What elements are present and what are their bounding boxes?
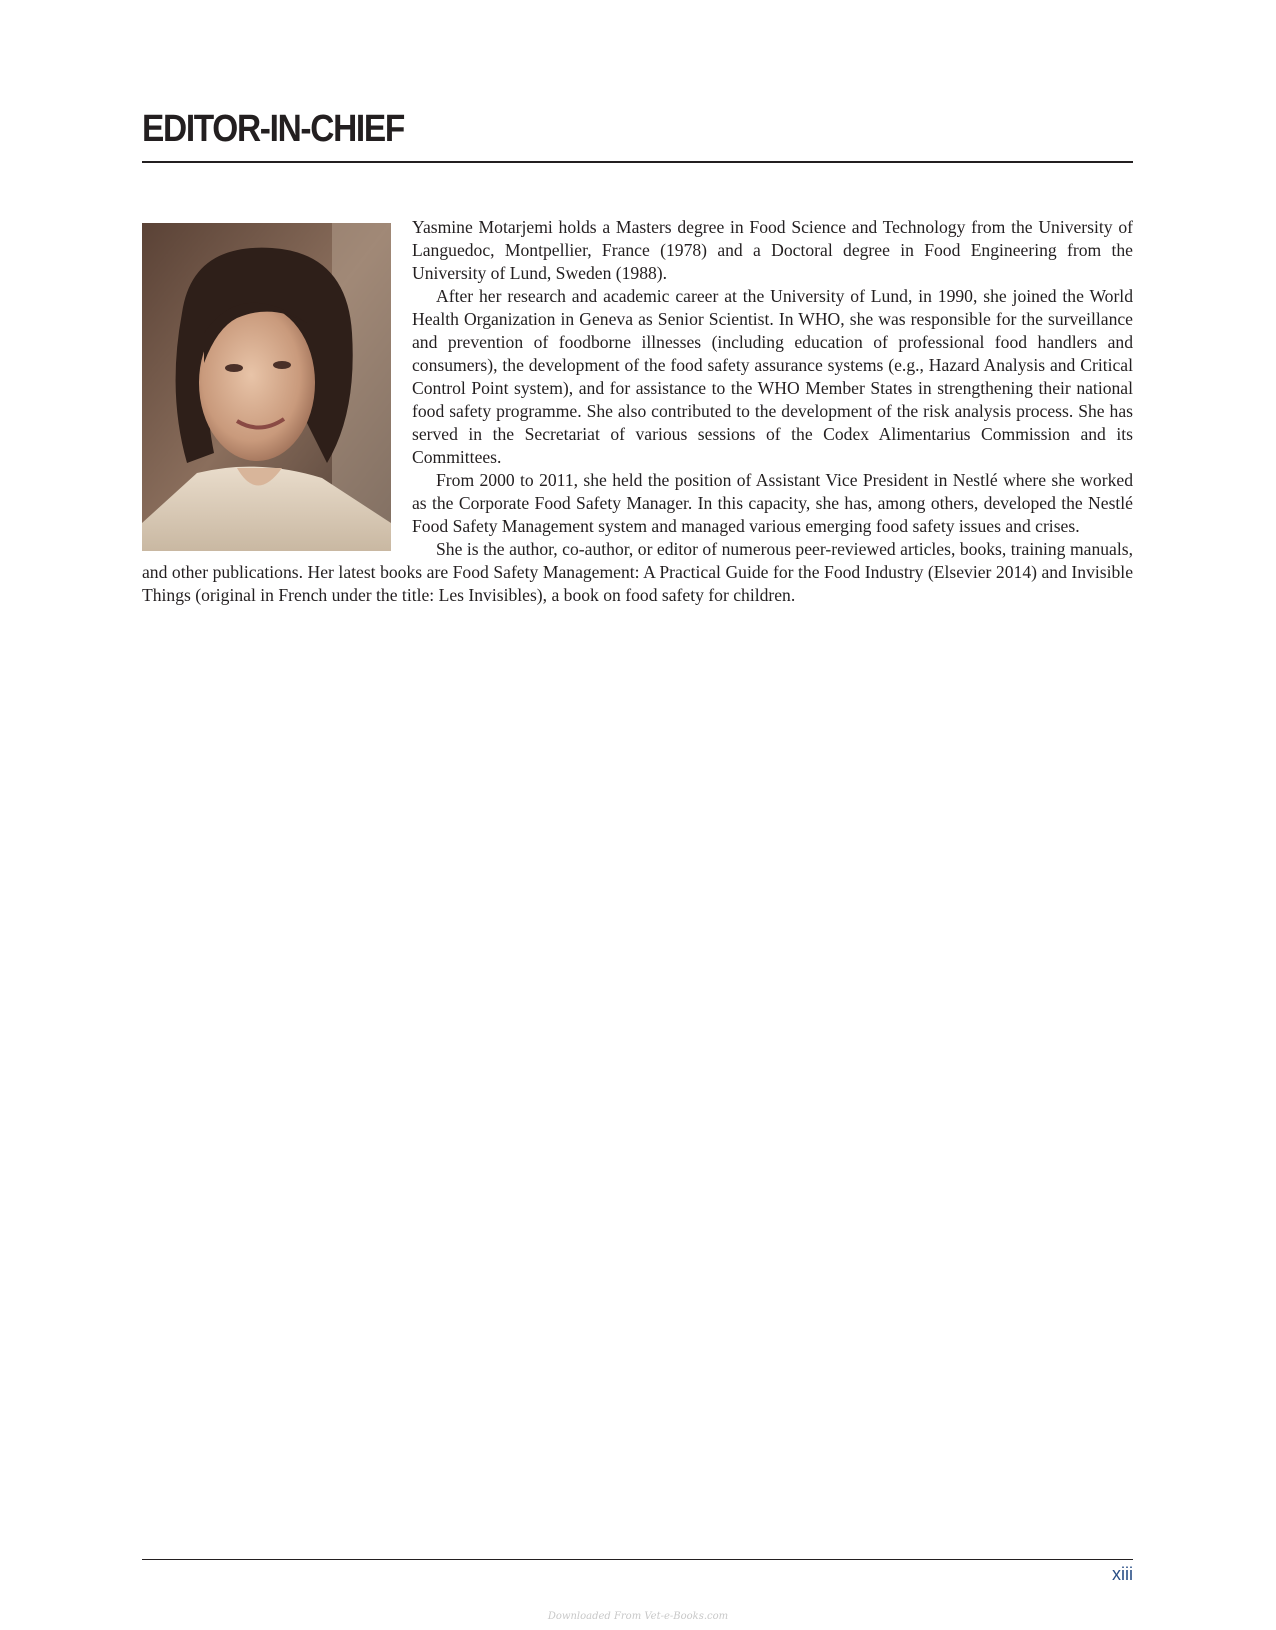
photo-wrap-spacer (142, 216, 412, 556)
footer-rule (142, 1559, 1133, 1560)
bio-paragraph-4: She is the author, co-author, or editor of numerous peer-reviewed articles, books, training manuals, and other publications. Her latest books are Food Safety Management: A Practical Guide for the Food Industry (Elsevier 2014) and Invisible Things (original in French under the title: Les Invisibles), a book on food safety for children. (142, 539, 1133, 605)
bio-paragraph-1: Yasmine Motarjemi holds a Masters degree in Food Science and Technology from the University of Languedoc, Montpellier, France (1978) and a Doctoral degree in Food Engineering from the University of Lund, Sweden (1988). (412, 217, 1133, 283)
page-number: xiii (1112, 1564, 1133, 1584)
biography-text (142, 216, 1133, 607)
bio-paragraph-3: From 2000 to 2011, she held the position of Assistant Vice President in Nestlé where she worked as the Corporate Food Safety Manager. In this capacity, she has, among others, developed the Nestlé Food Safety Management system and managed various emerging food safety issues and crises. (412, 470, 1133, 536)
heading-rule (142, 161, 1133, 163)
download-watermark: Downloaded From Vet-e-Books.com (547, 1611, 729, 1622)
bio-paragraph-2: After her research and academic career at the University of Lund, in 1990, she joined the World Health Organization in Geneva as Senior Scientist. In WHO, she was responsible for the surveillance and prevention of foodborne illnesses (including education of professional food handlers and consumers), the development of the food safety assurance systems (e.g., Hazard Analysis and Critical Control Point system), and for assistance to the WHO Member States in strengthening their national food safety programme. She also contributed to the development of the risk analysis process. She has served in the Secretariat of various sessions of the Codex Alimentarius Commission and its Committees. (412, 286, 1133, 467)
page-heading: EDITOR-IN-CHIEF (142, 108, 404, 150)
